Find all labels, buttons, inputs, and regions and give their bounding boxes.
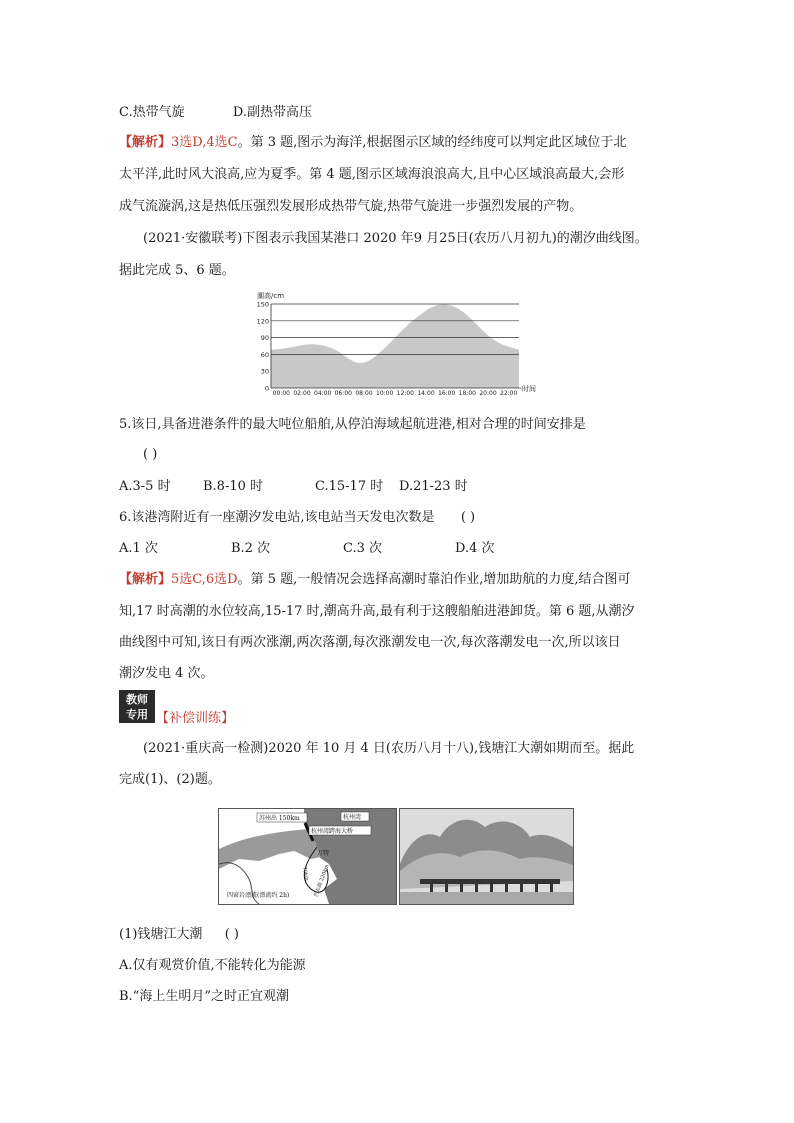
x-tick-label: 06:00 [334, 390, 352, 397]
q1-blank: ( ) [224, 927, 239, 942]
q6-option-b: B.2 次 [231, 541, 271, 556]
y-tick-label: 120 [256, 317, 269, 326]
x-tick-label: 04:00 [314, 390, 332, 397]
x-tick-label: 00:00 [272, 390, 290, 397]
q5-option-b: B.8-10 时 [203, 479, 264, 494]
analysis-2-line-3: 曲线图中可知,该日有两次涨潮,两次落潮,每次涨潮发电一次,每次落潮发电一次,所以该日 [119, 635, 621, 650]
label-wanjin: 万特 [317, 850, 330, 857]
q4-options [119, 104, 312, 122]
x-tick-label: 16:00 [438, 390, 456, 397]
q4-option-d: D.副热带高压 [232, 105, 312, 120]
embankment [420, 879, 560, 884]
analysis-2-line-4: 潮汐发电 4 次。 [119, 666, 214, 681]
q4-option-c: C.热带气旋 [119, 105, 185, 120]
analysis-2-line-2: 知,17 时高潮的水位较高,15-17 时,潮高升高,最有利于这艘船舶进港卸货。第 6 题,从潮汐 [119, 604, 635, 619]
section-title: 【补偿训练】 [156, 711, 235, 726]
analysis-1-line-1 [119, 134, 626, 152]
label-bridge: 杭州湾跨海大桥 [311, 828, 354, 835]
label-suzhou: 苏州出 150km [259, 815, 300, 822]
q6-option-d: D.4 次 [455, 541, 495, 556]
q1-option-a: A.仅有观赏价值,不能转化为能源 [119, 958, 306, 973]
intro-2-line-2: 完成(1)、(2)题。 [119, 772, 221, 787]
analysis-tag: 【解析】 [119, 135, 172, 150]
intro-1-line-1: (2021·安徽联考)下图表示我国某港口 2020 年9 月25日(农历八月初九)的潮汐曲线图。 [143, 231, 648, 246]
label-siwei: 四窗岩漂流(漂流约 2h) [227, 892, 290, 899]
badge-line-1: 教师 [126, 693, 148, 706]
label-dist-2: 约东海 220km [313, 863, 331, 898]
y-tick-label: 150 [256, 300, 269, 309]
x-tick-label: 20:00 [479, 390, 497, 397]
label-hangzhou-bay: 杭州湾 [343, 814, 362, 821]
intro-1-line-2: 据此完成 5、6 题。 [119, 263, 235, 278]
q6-blank: ( ) [460, 510, 476, 525]
analysis-2-line-1 [119, 571, 631, 589]
intro-2-line-1: (2021·重庆高一检测)2020 年 10 月 4 日(农历八月十八),钱塘江大潮如期而至。据此 [143, 741, 635, 756]
badge-line-2: 专用 [126, 708, 148, 721]
x-tick-label: 12:00 [396, 390, 414, 397]
tide-chart [255, 290, 545, 402]
estuary [219, 829, 321, 869]
chart-xlabel: 时间 [522, 385, 536, 393]
y-tick-label: 30 [260, 367, 269, 376]
q6-option-a: A.1 次 [119, 541, 158, 556]
q5-option-a: A.3-5 时 [119, 479, 171, 494]
x-tick-label: 22:00 [500, 390, 518, 397]
analysis-text: 。第 3 题,图示为海洋,根据图示区域的经纬度可以判定此区域位于北 [237, 135, 627, 150]
analysis-answer: 3选D,4选C [171, 135, 238, 150]
chart-ylabel: 潮高/cm [257, 292, 285, 300]
q5-option-c: C.15-17 时 [315, 479, 384, 494]
y-tick-label: 0 [264, 384, 269, 393]
q1-stem: (1)钱塘江大潮 [119, 927, 203, 942]
analysis-1-line-3: 成气流漩涡,这是热低压强烈发展形成热带气旋,热带气旋进一步强烈发展的产物。 [119, 199, 583, 214]
y-tick-label: 60 [260, 350, 269, 359]
tide-area [271, 305, 519, 388]
q5-option-d: D.21-23 时 [399, 479, 468, 494]
q1-option-b: B.“海上生明月”之时正宜观潮 [119, 989, 289, 1004]
x-tick-label: 08:00 [355, 390, 373, 397]
q6-stem: 6.该港湾附近有一座潮汐发电站,该电站当天发电次数是 [119, 510, 435, 525]
q5-options [119, 478, 468, 496]
x-tick-label: 18:00 [458, 390, 476, 397]
x-tick-label: 02:00 [293, 390, 311, 397]
x-tick-label: 14:00 [417, 390, 435, 397]
analysis-text: 。第 5 题,一般情况会选择高潮时靠泊作业,增加助航的力度,结合图可 [237, 572, 631, 587]
label-dist-1: 70km [301, 866, 310, 882]
analysis-answer: 5选C,6选D [171, 572, 238, 587]
q6-option-c: C.3 次 [343, 541, 383, 556]
y-tick-label: 90 [260, 334, 269, 343]
q6-options [119, 540, 495, 558]
teacher-only-badge [119, 690, 155, 723]
q1-line [119, 926, 239, 944]
tidal-bore-photo [399, 808, 574, 905]
qiantang-map [218, 808, 397, 905]
q5-blank: ( ) [143, 447, 158, 462]
analysis-tag: 【解析】 [119, 572, 172, 587]
q5-stem: 5.该日,具备进港条件的最大吨位船舶,从停泊海域起航进港,相对合理的时间安排是 [119, 417, 586, 432]
x-tick-label: 10:00 [376, 390, 394, 397]
analysis-1-line-2: 太平洋,此时风大浪高,应为夏季。第 4 题,图示区域海浪浪高大,且中心区域浪高最大,会形 [119, 167, 625, 182]
q6-line [119, 509, 475, 527]
